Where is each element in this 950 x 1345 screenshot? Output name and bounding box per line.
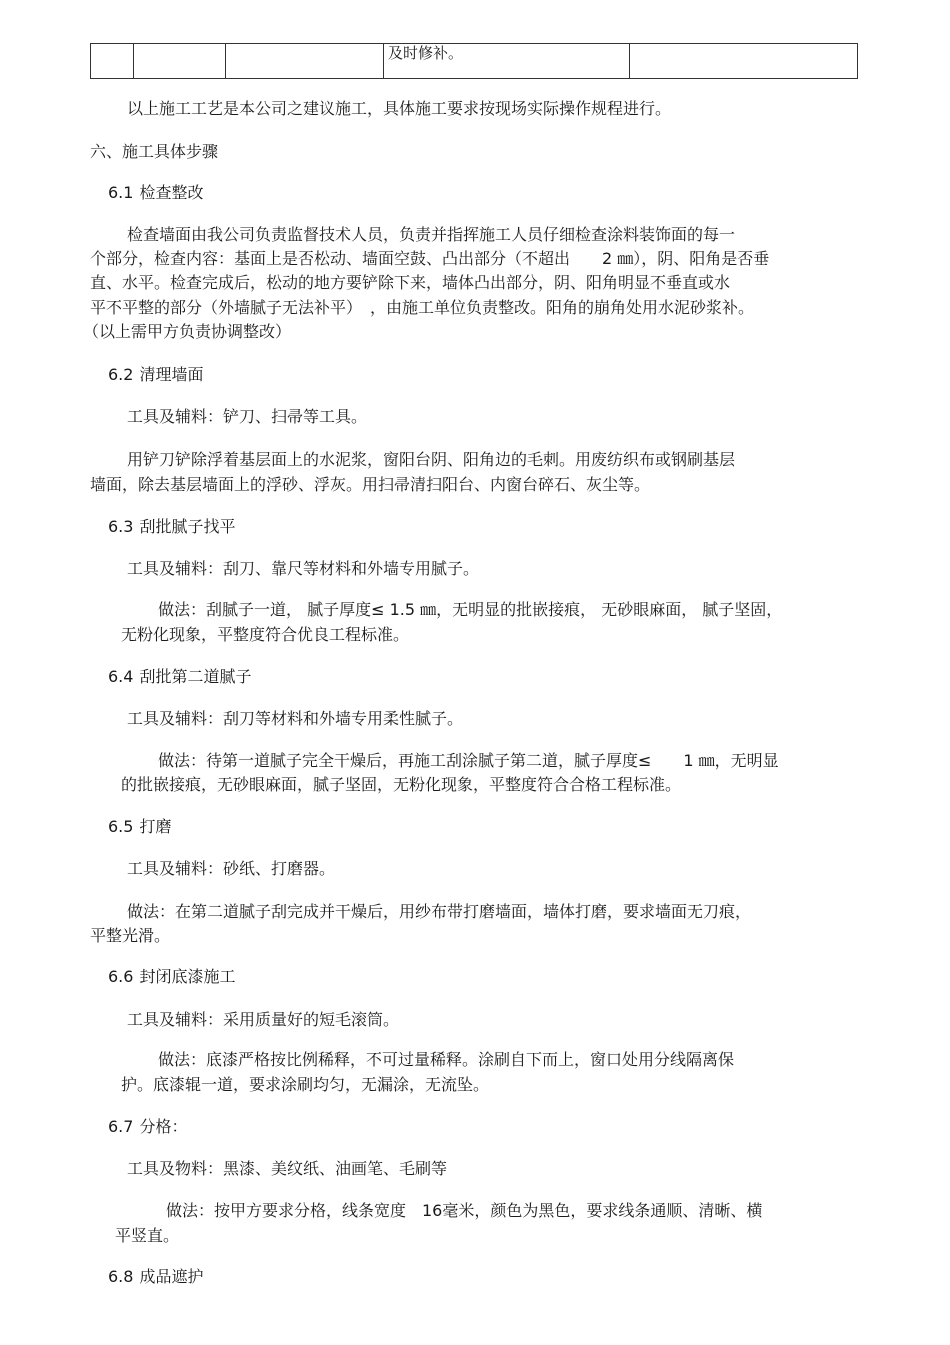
heading-6-8: [108, 1267, 203, 1287]
heading-6-6: [108, 967, 235, 987]
heading-number: 6.4: [108, 667, 134, 686]
heading-number: 6.5: [108, 817, 134, 836]
heading-title: 封闭底漆施工: [139, 967, 236, 986]
table-row: [91, 44, 858, 79]
paragraph-line: 检查墙面由我公司负责监督技术人员，负责并指挥施工人员仔细检查涂料装饰面的每一: [127, 225, 736, 244]
heading-title: 刮批第二道腻子: [139, 667, 252, 686]
heading-6-3: [108, 517, 235, 537]
paragraph-line: 用铲刀铲除浮着基层面上的水泥浆，窗阳台阴、阳角边的毛刺。用废纺织布或钢刷基层: [127, 450, 736, 469]
paragraph-line: 平整光滑。: [90, 926, 171, 945]
heading-number: 6.1: [108, 183, 134, 202]
heading-title: 分格：: [139, 1117, 188, 1136]
intro-paragraph: 以上施工工艺是本公司之建议施工，具体施工要求按现场实际操作规程进行。: [127, 99, 672, 118]
paragraph-line: 做法：按甲方要求分格，线条宽度 16毫米，颜色为黑色，要求线条通顺、清晰、横: [166, 1201, 763, 1220]
table-cell: [630, 44, 858, 79]
tools-line: 工具及辅料：刮刀、靠尺等材料和外墙专用腻子。: [127, 559, 480, 578]
heading-6-7: [108, 1117, 187, 1137]
tools-line: 工具及辅料：刮刀等材料和外墙专用柔性腻子。: [127, 709, 464, 728]
heading-title: 打磨: [139, 817, 172, 836]
table-fragment: [90, 43, 858, 79]
table-cell: 及时修补。: [384, 44, 630, 79]
heading-number: 6.2: [108, 365, 134, 384]
paragraph-line: 墙面，除去基层墙面上的浮砂、浮灰。用扫帚清扫阳台、内窗台碎石、灰尘等。: [90, 475, 651, 494]
paragraph-line: 做法：待第一道腻子完全干燥后，再施工刮涂腻子第二道，腻子厚度≤ 1 ㎜，无明显: [158, 751, 779, 770]
paragraph-line: 平竖直。: [115, 1226, 180, 1245]
paragraph-line: 个部分，检查内容：基面上是否松动、墙面空鼓、凸出部分（不超出 2 ㎜），阴、阳角是否垂: [90, 249, 770, 268]
heading-title: 检查整改: [139, 183, 204, 202]
table-cell: [134, 44, 226, 79]
table-cell: [91, 44, 134, 79]
tools-line: 工具及物料：黑漆、美纹纸、油画笔、毛刷等: [127, 1159, 448, 1178]
heading-6-5: [108, 817, 171, 837]
heading-number: 6.7: [108, 1117, 134, 1136]
heading-6-1: [108, 183, 203, 203]
paragraph-line: 做法：底漆严格按比例稀释，不可过量稀释。涂刷自下而上，窗口处用分线隔离保: [158, 1050, 735, 1069]
heading-title: 清理墙面: [139, 365, 204, 384]
heading-title: 成品遮护: [139, 1267, 204, 1286]
paragraph-line: 直、水平。检查完成后，松动的地方要铲除下来，墙体凸出部分，阴、阳角明显不垂直或水: [90, 273, 731, 292]
section-title: 六、施工具体步骤: [90, 142, 219, 161]
heading-number: 6.3: [108, 517, 134, 536]
tools-line: 工具及辅料：砂纸、打磨器。: [127, 859, 336, 878]
paragraph-line: 的批嵌接痕，无砂眼麻面，腻子坚固，无粉化现象，平整度符合合格工程标准。: [121, 775, 682, 794]
paragraph-line: 平不平整的部分（外墙腻子无法补平） ，由施工单位负责整改。阳角的崩角处用水泥砂浆补。: [90, 298, 755, 317]
tools-line: 工具及辅料：铲刀、扫帚等工具。: [127, 407, 368, 426]
paragraph-line: 做法：刮腻子一道， 腻子厚度≤ 1.5 ㎜，无明显的批嵌接痕， 无砂眼麻面， 腻子坚固，: [158, 600, 783, 619]
table-cell: [226, 44, 384, 79]
heading-number: 6.6: [108, 967, 134, 986]
heading-6-2: [108, 365, 203, 385]
heading-number: 6.8: [108, 1267, 134, 1286]
paragraph-line: （以上需甲方负责协调整改）: [83, 322, 292, 341]
heading-title: 刮批腻子找平: [139, 517, 236, 536]
paragraph-line: 无粉化现象，平整度符合优良工程标准。: [121, 625, 410, 644]
tools-line: 工具及辅料：采用质量好的短毛滚筒。: [127, 1010, 400, 1029]
heading-6-4: [108, 667, 251, 687]
paragraph-line: 做法：在第二道腻子刮完成并干燥后，用纱布带打磨墙面，墙体打磨，要求墙面无刀痕，: [127, 902, 752, 921]
paragraph-line: 护。底漆辊一道，要求涂刷均匀，无漏涂，无流坠。: [121, 1075, 490, 1094]
